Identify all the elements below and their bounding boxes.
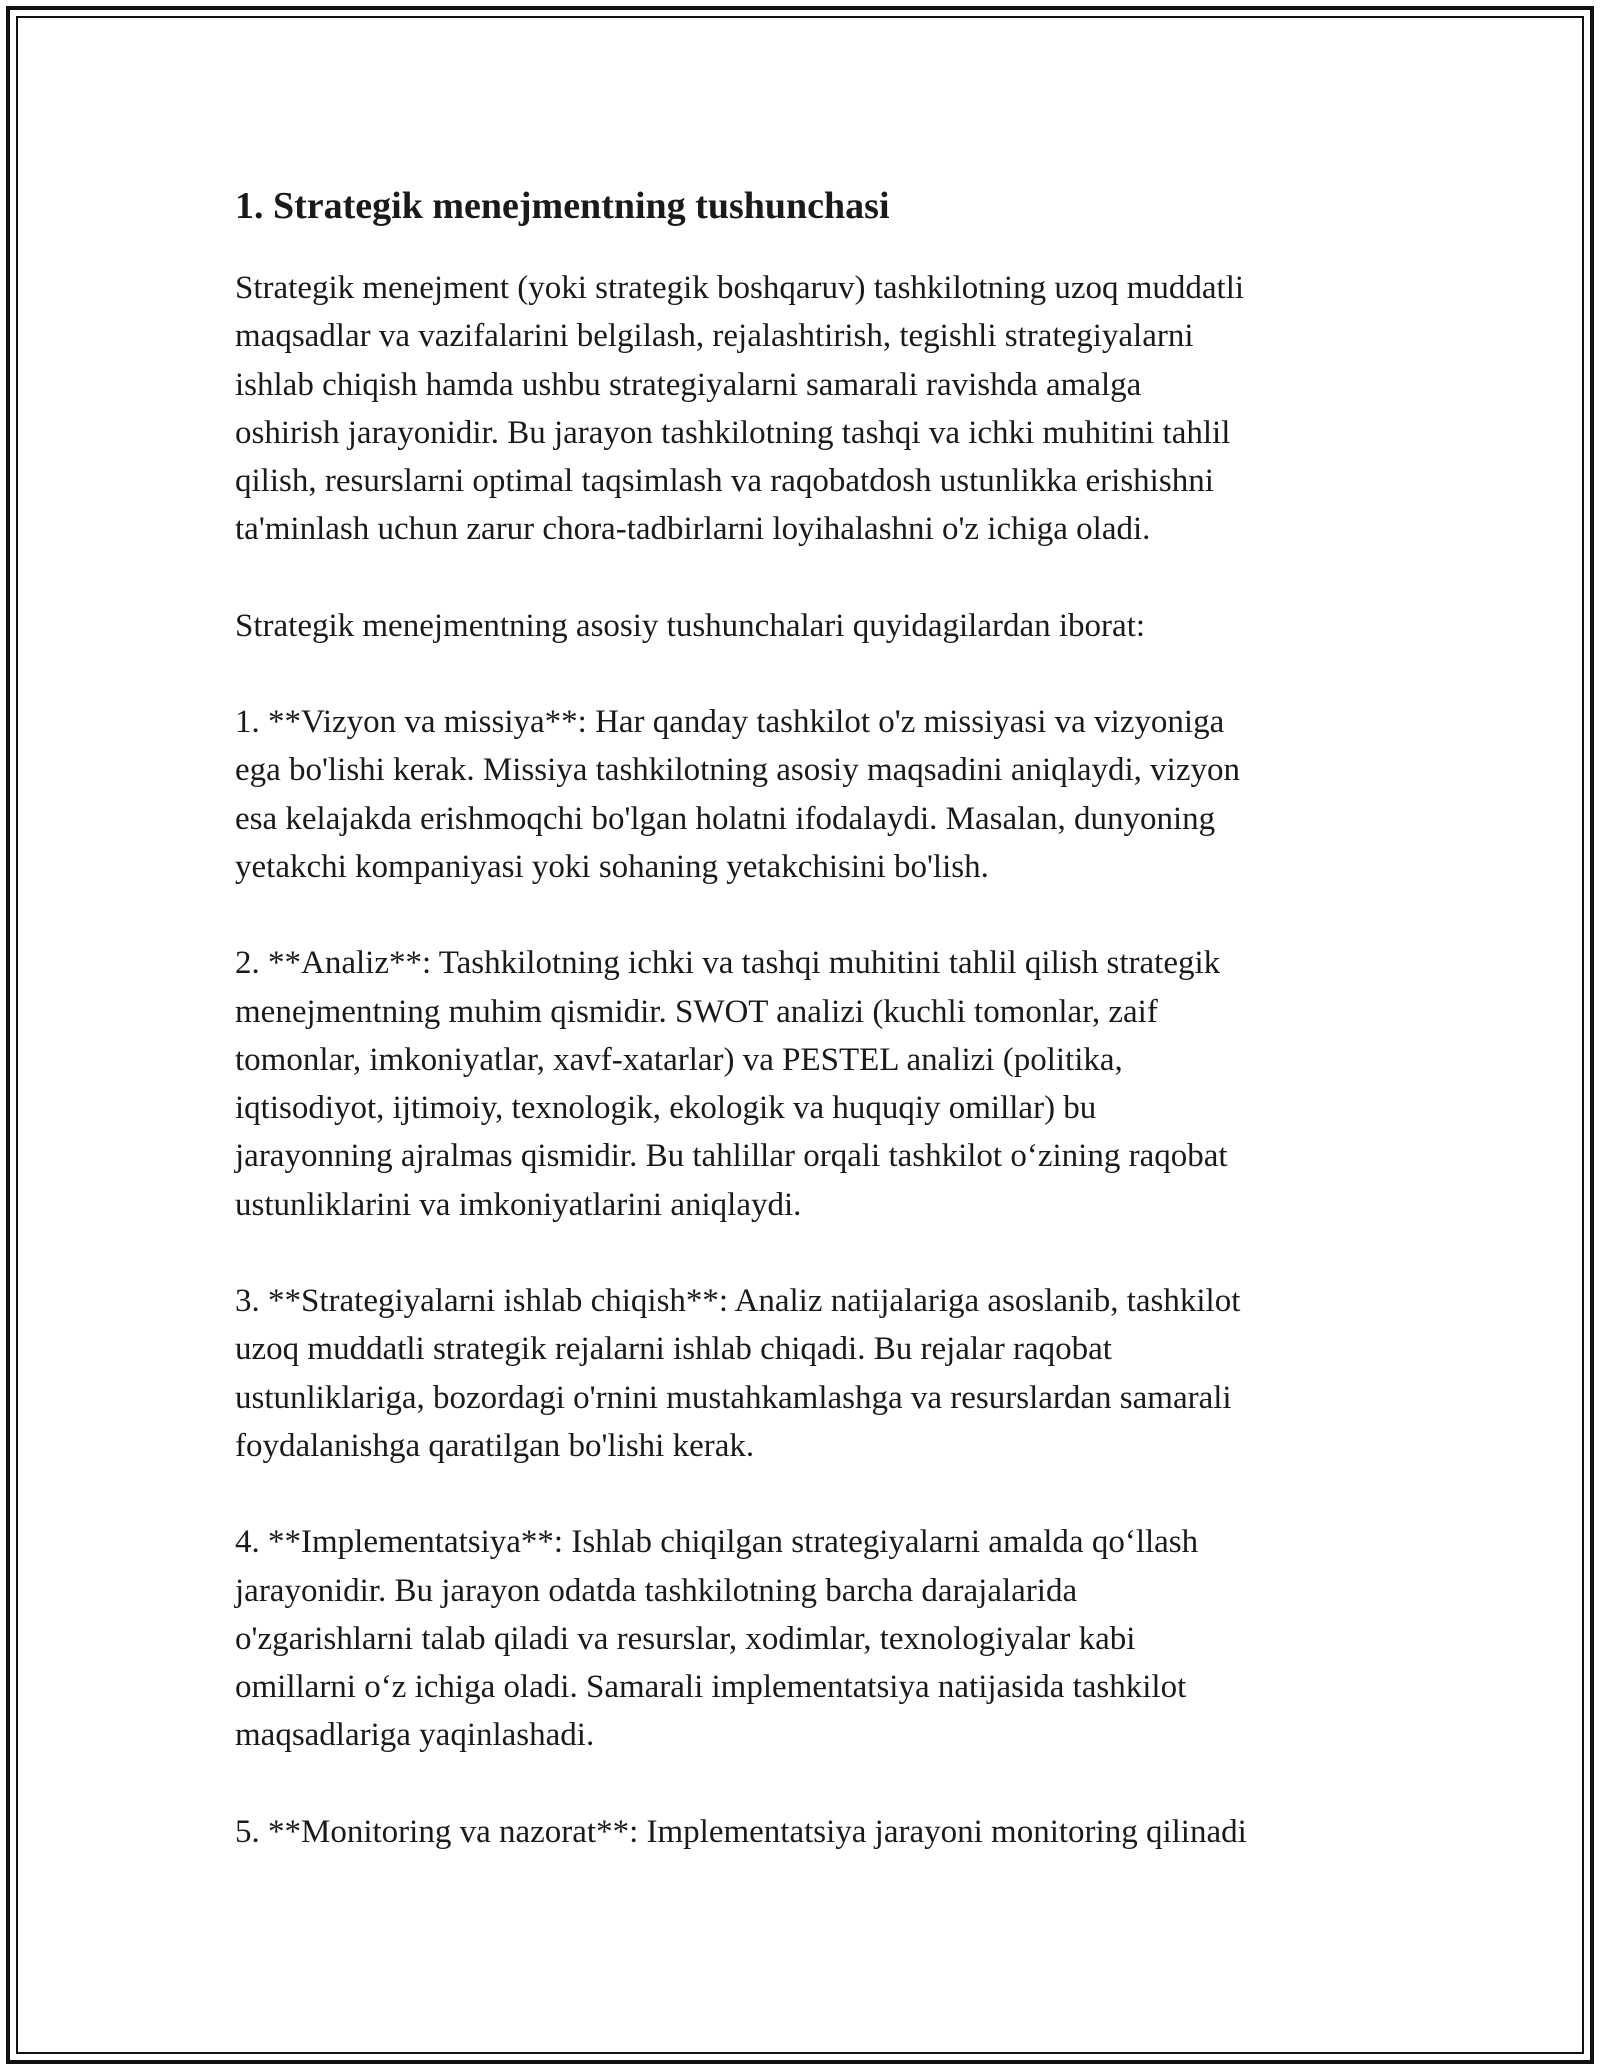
list-item-implementation (235, 1518, 1375, 1759)
text-line: ishlab chiqish hamda ushbu strategiyalarni samarali ravishda amalga (235, 366, 1142, 403)
text-line: jarayonidir. Bu jarayon odatda tashkilotning barcha darajalarida (235, 1572, 1078, 1609)
list-item-analysis (235, 939, 1375, 1229)
text-line: yetakchi kompaniyasi yoki sohaning yetakchisini bo'lish. (235, 848, 989, 885)
text-line: oshirish jarayonidir. Bu jarayon tashkilotning tashqi va ichki muhitini tahlil (235, 414, 1231, 451)
text-line: esa kelajakda erishmoqchi bo'lgan holatni ifodalaydi. Masalan, dunyoning (235, 800, 1216, 837)
text-line: qilish, resurslarni optimal taqsimlash va raqobatdosh ustunlikka erishishni (235, 463, 1214, 500)
text-line: jarayonning ajralmas qismidir. Bu tahlillar orqali tashkilot o‘zining raqobat (235, 1138, 1228, 1175)
text-line: o'zgarishlarni talab qiladi va resurslar, xodimlar, texnologiyalar kabi (235, 1620, 1136, 1657)
list-item-monitoring (235, 1808, 1375, 1856)
text-line: ega bo'lishi kerak. Missiya tashkilotning asosiy maqsadini aniqlaydi, vizyon (235, 752, 1240, 789)
text-line: maqsadlar va vazifalarini belgilash, rejalashtirish, tegishli strategiyalarni (235, 318, 1194, 355)
document-title: 1. Strategik menejmentning tushunchasi (235, 185, 890, 227)
text-line: tomonlar, imkoniyatlar, xavf-xatarlar) va PESTEL analizi (politika, (235, 1041, 1123, 1078)
text-line: uzoq muddatli strategik rejalarni ishlab chiqadi. Bu rejalar raqobat (235, 1331, 1112, 1368)
text-line: foydalanishga qaratilgan bo'lishi kerak. (235, 1427, 755, 1464)
text-line: omillarni o‘z ichiga oladi. Samarali implementatsiya natijasida tashkilot (235, 1669, 1187, 1706)
text-line: 1. **Vizyon va missiya**: Har qanday tashkilot o'z missiyasi va vizyoniga (235, 704, 1225, 741)
text-line: ustunliklarini va imkoniyatlarini aniqlaydi. (235, 1186, 802, 1223)
document-body (235, 182, 1375, 1904)
text-line: iqtisodiyot, ijtimoiy, texnologik, ekologik va huquqiy omillar) bu (235, 1090, 1097, 1127)
text-line: 2. **Analiz**: Tashkilotning ichki va tashqi muhitini tahlil qilish strategik (235, 945, 1221, 982)
text-line: ta'minlash uchun zarur chora-tadbirlarni loyihalashni o'z ichiga oladi. (235, 511, 1151, 548)
text-line: Strategik menejment (yoki strategik boshqaruv) tashkilotning uzoq muddatli (235, 270, 1245, 306)
list-intro-paragraph (235, 602, 1375, 650)
text-line: menejmentning muhim qismidir. SWOT analizi (kuchli tomonlar, zaif (235, 993, 1158, 1030)
intro-paragraph (235, 264, 1375, 554)
text-line: maqsadlariga yaqinlashadi. (235, 1717, 595, 1754)
text-line: ustunliklariga, bozordagi o'rnini mustahkamlashga va resurslardan samarali (235, 1379, 1232, 1416)
text-line: 4. **Implementatsiya**: Ishlab chiqilgan strategiyalarni amalda qo‘llash (235, 1524, 1199, 1561)
text-line: 5. **Monitoring va nazorat**: Implementatsiya jarayoni monitoring qilinadi (235, 1813, 1247, 1850)
list-item-strategy-development (235, 1277, 1375, 1470)
text-line: 3. **Strategiyalarni ishlab chiqish**: Analiz natijalariga asoslanib, tashkilot (235, 1283, 1241, 1320)
list-item-vision-mission (235, 698, 1375, 891)
text-line: Strategik menejmentning asosiy tushunchalari quyidagilardan iborat: (235, 607, 1146, 644)
